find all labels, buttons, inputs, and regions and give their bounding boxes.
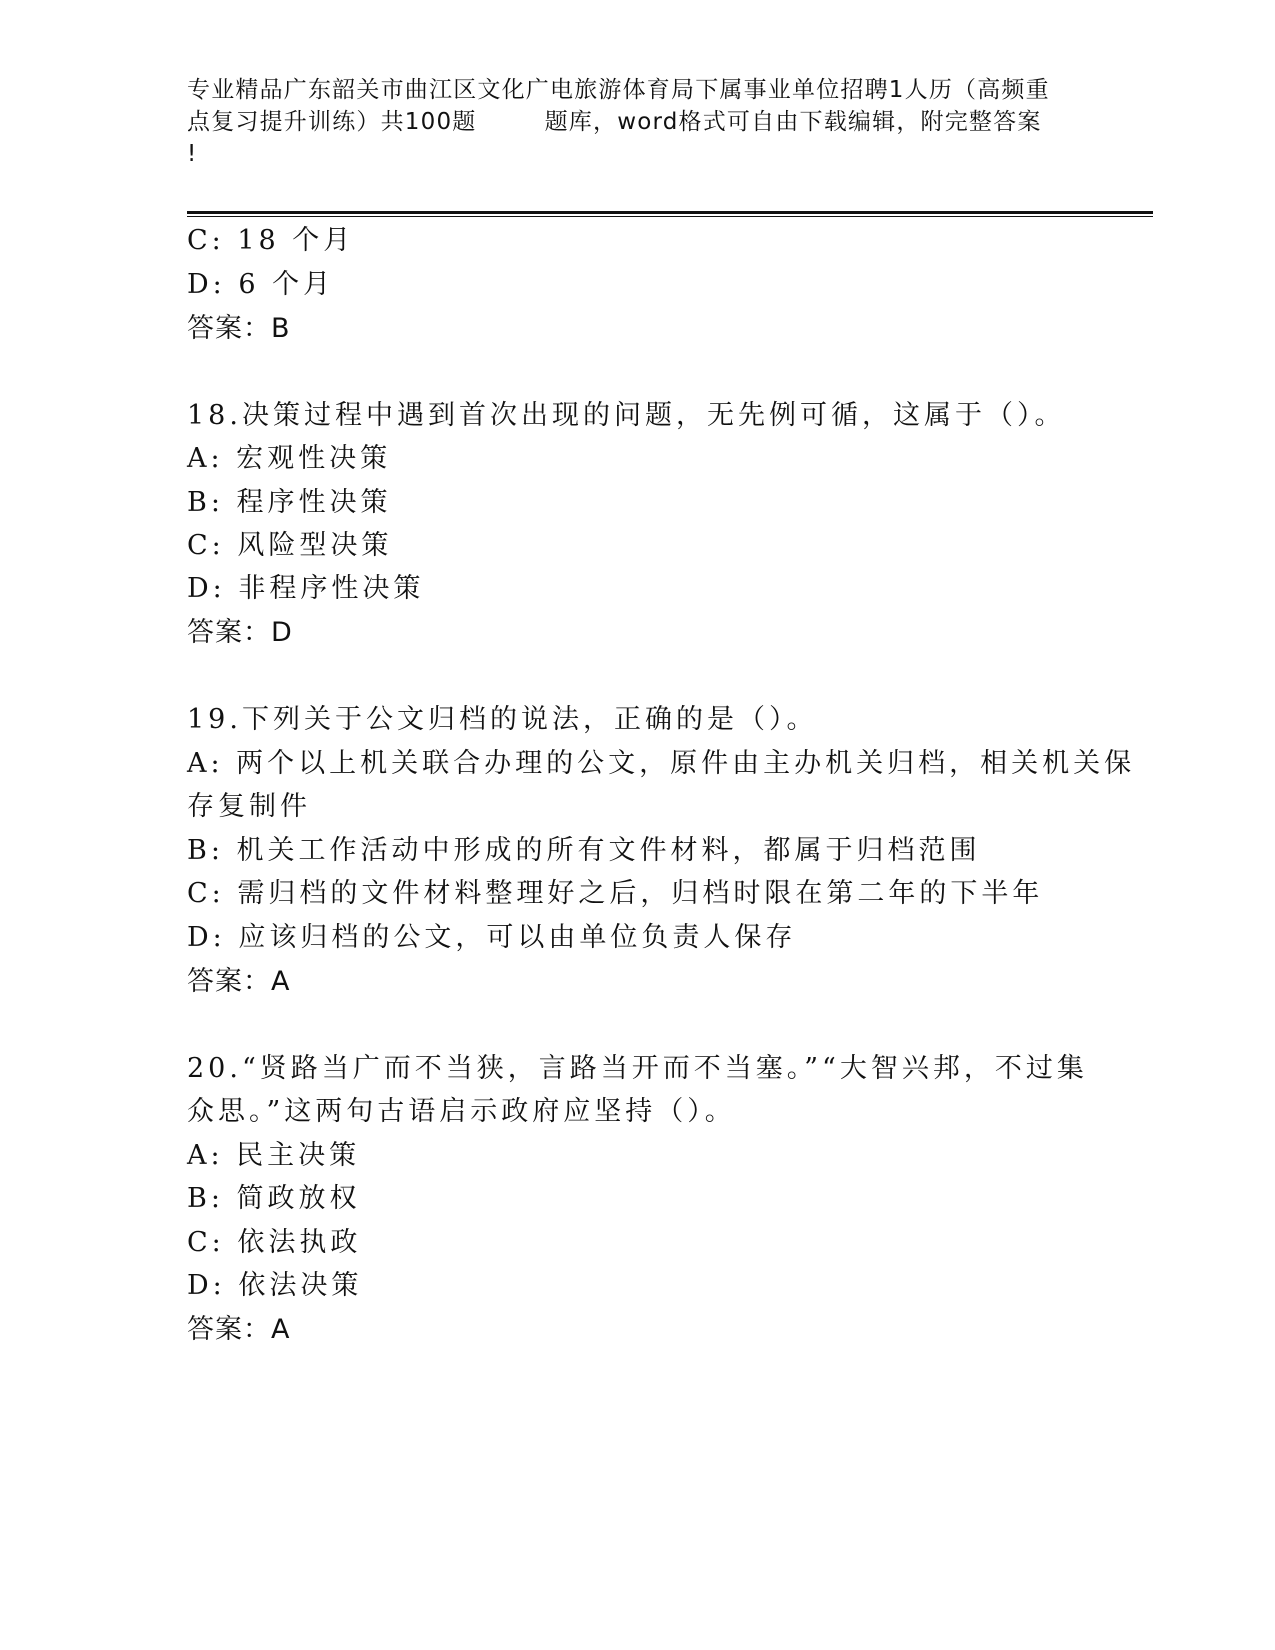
q19-question: 19.下列关于公文归档的说法，正确的是（）。 <box>187 704 818 735</box>
q18-option-d: D: 非程序性决策 <box>187 573 425 604</box>
q20-option-d: D: 依法决策 <box>187 1270 363 1301</box>
q17-option-d: D: 6 个月 <box>187 269 335 300</box>
header-divider-thin <box>187 216 1153 217</box>
q18-answer: 答案：D <box>187 617 293 648</box>
q18-option-b: B: 程序性决策 <box>187 487 392 518</box>
q19-option-a-line-1: A: 两个以上机关联合办理的公文，原件由主办机关归档，相关机关保 <box>187 748 1136 779</box>
header-divider-thick <box>187 211 1153 214</box>
q18-option-a: A: 宏观性决策 <box>187 443 392 474</box>
header-title-line-2: 点复习提升训练）共100题 题库，word格式可自由下载编辑，附完整答案 <box>187 109 1042 135</box>
q17-answer: 答案：B <box>187 313 291 344</box>
q19-option-b: B: 机关工作活动中形成的所有文件材料，都属于归档范围 <box>187 835 981 866</box>
q17-option-c: C: 18 个月 <box>187 225 355 256</box>
q18-option-c: C: 风险型决策 <box>187 530 393 561</box>
document-header <box>187 74 1087 170</box>
q20-option-c: C: 依法执政 <box>187 1227 362 1258</box>
q20-question-line-2: 众思。”这两句古语启示政府应坚持（）。 <box>187 1096 736 1127</box>
header-title-line-3: ! <box>187 141 198 167</box>
q19-answer: 答案：A <box>187 966 291 997</box>
q20-answer: 答案：A <box>187 1314 291 1345</box>
q18-question: 18.决策过程中遇到首次出现的问题，无先例可循，这属于（）。 <box>187 400 1066 431</box>
q19-option-a-line-2: 存复制件 <box>187 791 311 822</box>
q20-question-line-1: 20.“贤路当广而不当狭，言路当开而不当塞。”“大智兴邦，不过集 <box>187 1053 1088 1084</box>
q20-option-b: B: 简政放权 <box>187 1183 361 1214</box>
q19-option-c: C: 需归档的文件材料整理好之后，归档时限在第二年的下半年 <box>187 878 1044 909</box>
header-title-line-1: 专业精品广东韶关市曲江区文化广电旅游体育局下属事业单位招聘1人历（高频重 <box>187 77 1050 103</box>
q19-option-d: D: 应该归档的公文，可以由单位负责人保存 <box>187 922 797 953</box>
q20-option-a: A: 民主决策 <box>187 1140 361 1171</box>
